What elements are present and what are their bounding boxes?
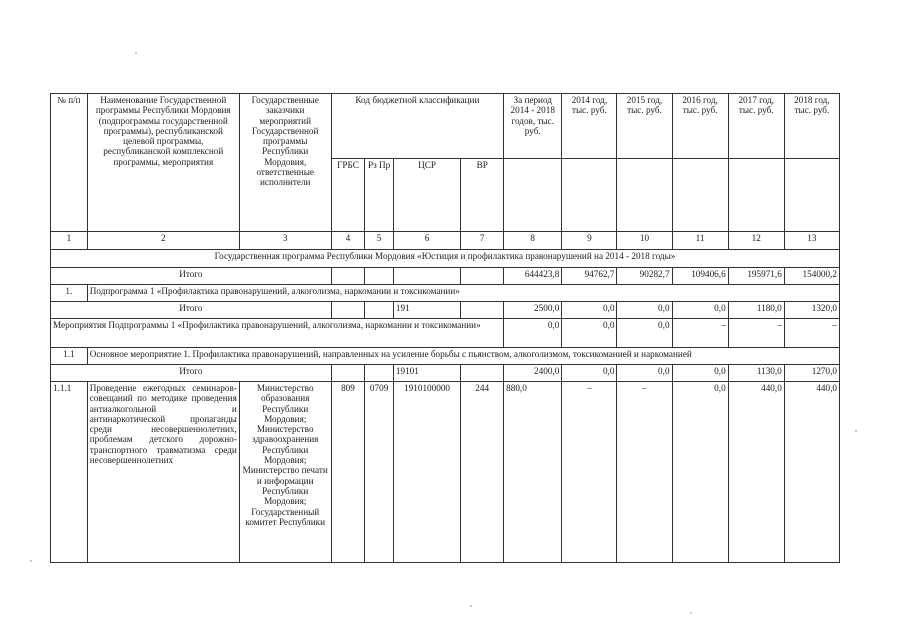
program-title-row bbox=[51, 250, 840, 268]
header-csr: ЦСР bbox=[393, 159, 460, 232]
item-1-1-1-customers: Министерство образования Республики Мордовия; Министерство здравоохранения Республики Мордовия; Министерство печати и информации Республики Мордовия; Государственный комитет Республики bbox=[239, 382, 331, 563]
subprogram-1-2016: 0,0 bbox=[672, 302, 728, 319]
empty-cell bbox=[461, 365, 504, 382]
header-name: Наименование Государственной программы Республики Мордовия (подпрограммы государственной программы), республиканской целевой программы, республиканской комплексной программы, мероприятия bbox=[87, 94, 239, 232]
item-1-1-1-2018: 440,0 bbox=[784, 382, 839, 563]
item-1-1-1-2016: 0,0 bbox=[672, 382, 728, 563]
col-number: 7 bbox=[461, 232, 504, 250]
item-1-1-1-2014: – bbox=[562, 382, 617, 563]
subprogram-1-2015: 0,0 bbox=[617, 302, 672, 319]
empty-cell bbox=[365, 365, 394, 382]
scan-speck bbox=[690, 612, 692, 614]
measures-2015: 0,0 bbox=[617, 319, 672, 348]
col-number: 4 bbox=[331, 232, 365, 250]
program-total-row bbox=[51, 268, 840, 285]
subprogram-1-total-row bbox=[51, 302, 840, 319]
header-bk: Код бюджетной классификации bbox=[331, 94, 504, 159]
col-number: 9 bbox=[562, 232, 617, 250]
item-1-1-1-num: 1.1.1 bbox=[51, 382, 88, 563]
scan-speck bbox=[135, 52, 137, 54]
subprogram-1-2017: 1180,0 bbox=[728, 302, 784, 319]
empty-cell bbox=[562, 159, 617, 232]
item-1-1-1-2017: 440,0 bbox=[728, 382, 784, 563]
empty-cell bbox=[365, 268, 394, 285]
item-1-1-1-row bbox=[51, 382, 840, 563]
header-grbs: ГРБС bbox=[331, 159, 365, 232]
item-1-1-1-csr: 1910100000 bbox=[393, 382, 460, 563]
budget-table bbox=[50, 93, 840, 563]
program-total-2018: 154000,2 bbox=[784, 268, 839, 285]
subprogram-1-2014: 0,0 bbox=[562, 302, 617, 319]
subprogram-1-period: 2500,0 bbox=[504, 302, 562, 319]
main-measure-1-2014: 0,0 bbox=[562, 365, 617, 382]
scan-speck bbox=[30, 560, 32, 562]
main-measure-1-csr: 19101 bbox=[393, 365, 460, 382]
subprogram-1-total-label: Итого bbox=[51, 302, 332, 319]
header-rzpr: Рз Пр bbox=[365, 159, 394, 232]
empty-cell bbox=[393, 268, 460, 285]
program-total-2017: 195971,6 bbox=[728, 268, 784, 285]
subprogram-1-measures-row bbox=[51, 319, 840, 348]
col-number: 3 bbox=[239, 232, 331, 250]
main-measure-1-2016: 0,0 bbox=[672, 365, 728, 382]
header-2018: 2018 год, тыс. руб. bbox=[784, 94, 839, 159]
subprogram-1-title: Подпрограмма 1 «Профилактика правонарушений, алкоголизма, наркомании и токсикомании» bbox=[87, 285, 839, 302]
main-measure-1-title: Основное мероприятие 1. Профилактика правонарушений, направленных на усиление борьбы с пьянством, алкоголизмом, токсикоманией и наркоманией bbox=[87, 348, 839, 365]
item-1-1-1-grbs: 809 bbox=[331, 382, 365, 563]
main-measure-1-2017: 1130,0 bbox=[728, 365, 784, 382]
column-number-row bbox=[51, 232, 840, 250]
header-2016: 2016 год, тыс. руб. bbox=[672, 94, 728, 159]
program-total-2015: 90282,7 bbox=[617, 268, 672, 285]
measures-2017: – bbox=[728, 319, 784, 348]
col-number: 8 bbox=[504, 232, 562, 250]
header-period: За период 2014 - 2018 годов, тыс. руб. bbox=[504, 94, 562, 159]
empty-cell bbox=[331, 268, 365, 285]
program-total-label: Итого bbox=[51, 268, 332, 285]
item-1-1-1-name: Проведение ежегодных семинаров-совещаний по методике проведения антиалкогольной и антинаркотической пропаганды среди несовершеннолетних, проблемам детского дорожно-транспортного травматизма среди несовершеннолетних bbox=[87, 382, 239, 563]
col-number: 5 bbox=[365, 232, 394, 250]
program-total-period: 644423,8 bbox=[504, 268, 562, 285]
item-1-1-1-rzpr: 0709 bbox=[365, 382, 394, 563]
main-measure-1-2015: 0,0 bbox=[617, 365, 672, 382]
empty-cell bbox=[461, 302, 504, 319]
col-number: 11 bbox=[672, 232, 728, 250]
main-measure-1-num: 1.1 bbox=[51, 348, 88, 365]
header-customers: Государственные заказчики мероприятий Государственной программы Республики Мордовия, ответственные исполнители bbox=[239, 94, 331, 232]
measures-2016: – bbox=[672, 319, 728, 348]
main-measure-1-title-row bbox=[51, 348, 840, 365]
scan-speck bbox=[470, 605, 472, 607]
col-number: 2 bbox=[87, 232, 239, 250]
empty-cell bbox=[784, 159, 839, 232]
program-title: Государственная программа Республики Мордовия «Юстиция и профилактика правонарушений на 2014 - 2018 годы» bbox=[51, 250, 840, 268]
item-1-1-1-vr: 244 bbox=[461, 382, 504, 563]
subprogram-1-measures-label: Мероприятия Подпрограммы 1 «Профилактика правонарушений, алкоголизма, наркомании и токсикомании» bbox=[51, 319, 504, 348]
header-2014: 2014 год, тыс. руб. bbox=[562, 94, 617, 159]
header-vr: ВР bbox=[461, 159, 504, 232]
measures-period: 0,0 bbox=[504, 319, 562, 348]
col-number: 12 bbox=[728, 232, 784, 250]
col-number: 13 bbox=[784, 232, 839, 250]
subprogram-1-csr: 191 bbox=[393, 302, 460, 319]
empty-cell bbox=[461, 268, 504, 285]
program-total-2016: 109406,6 bbox=[672, 268, 728, 285]
empty-cell bbox=[504, 159, 562, 232]
main-measure-1-total-row bbox=[51, 365, 840, 382]
subprogram-1-title-row bbox=[51, 285, 840, 302]
main-measure-1-period: 2400,0 bbox=[504, 365, 562, 382]
empty-cell bbox=[331, 365, 365, 382]
header-row bbox=[51, 94, 840, 159]
header-2017: 2017 год, тыс. руб. bbox=[728, 94, 784, 159]
empty-cell bbox=[672, 159, 728, 232]
header-2015: 2015 год, тыс. руб. bbox=[617, 94, 672, 159]
empty-cell bbox=[365, 302, 394, 319]
col-number: 1 bbox=[51, 232, 88, 250]
main-measure-1-total-label: Итого bbox=[51, 365, 332, 382]
subprogram-1-2018: 1320,0 bbox=[784, 302, 839, 319]
item-1-1-1-period: 880,0 bbox=[504, 382, 562, 563]
empty-cell bbox=[728, 159, 784, 232]
scan-speck bbox=[855, 430, 857, 432]
col-number: 6 bbox=[393, 232, 460, 250]
header-num: № п/п bbox=[51, 94, 88, 232]
program-total-2014: 94762,7 bbox=[562, 268, 617, 285]
empty-cell bbox=[617, 159, 672, 232]
subprogram-1-num: 1. bbox=[51, 285, 88, 302]
empty-cell bbox=[331, 302, 365, 319]
item-1-1-1-2015: – bbox=[617, 382, 672, 563]
col-number: 10 bbox=[617, 232, 672, 250]
measures-2018: – bbox=[784, 319, 839, 348]
main-measure-1-2018: 1270,0 bbox=[784, 365, 839, 382]
measures-2014: 0,0 bbox=[562, 319, 617, 348]
